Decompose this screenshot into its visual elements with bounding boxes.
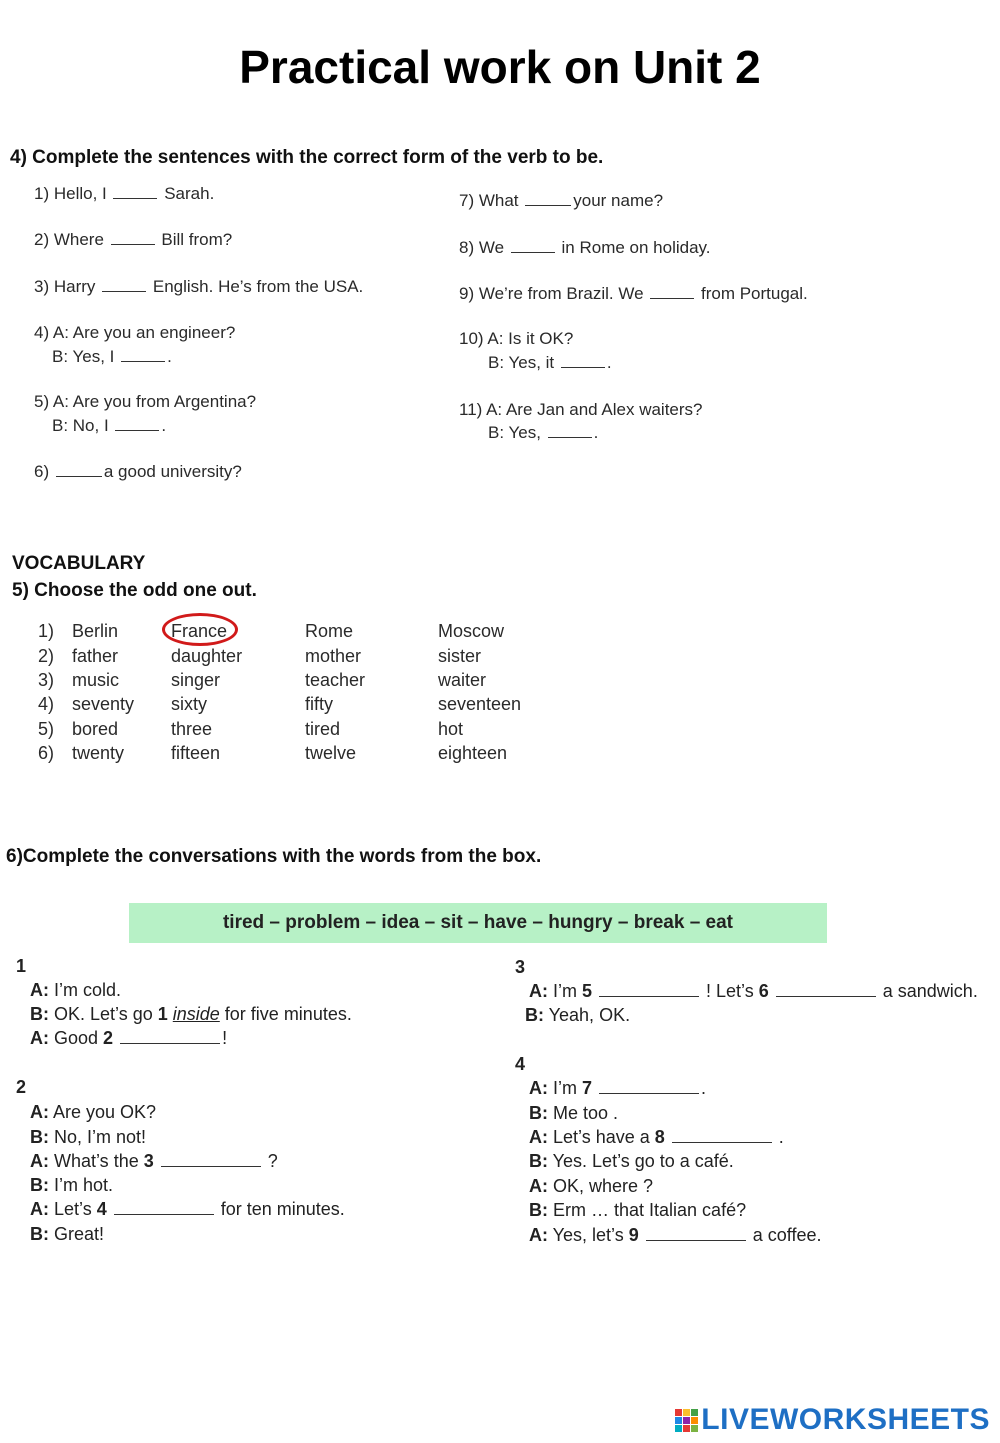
- word-option[interactable]: hot: [438, 719, 464, 739]
- answer-blank[interactable]: [776, 995, 876, 997]
- conv1-line3: A: Good 2 !: [30, 1028, 228, 1048]
- row-number: 3): [38, 670, 55, 690]
- word-option[interactable]: eighteen: [438, 743, 508, 763]
- word-option[interactable]: mother: [305, 646, 362, 666]
- word-option[interactable]: bored: [72, 719, 119, 739]
- conversation-number: 1: [16, 956, 27, 976]
- logo-grid-icon: [675, 1409, 698, 1432]
- answer-blank[interactable]: [115, 429, 159, 431]
- answer-blank[interactable]: [111, 243, 155, 245]
- sentence-5b: B: No, I .: [52, 416, 167, 435]
- sentence-1: 1) Hello, I Sarah.: [34, 184, 215, 203]
- conv2-line6: B: Great!: [30, 1224, 105, 1244]
- row-number: 2): [38, 646, 55, 666]
- word-option[interactable]: teacher: [305, 670, 366, 690]
- sentence-11b: B: Yes, .: [488, 423, 599, 442]
- section-5-heading: 5) Choose the odd one out.: [12, 580, 257, 601]
- word-option[interactable]: Rome: [305, 621, 354, 641]
- answer-blank[interactable]: [161, 1165, 261, 1167]
- conversation-number: 3: [515, 957, 526, 977]
- conv1-line2: B: OK. Let’s go 1 inside for five minutes.: [30, 1004, 352, 1024]
- word-box: tired – problem – idea – sit – have – hungry – break – eat: [129, 903, 827, 943]
- sentence-10b: B: Yes, it .: [488, 353, 612, 372]
- answer-blank[interactable]: [548, 436, 592, 438]
- word-option[interactable]: three: [171, 719, 213, 739]
- conv2-line4: B: I’m hot.: [30, 1175, 114, 1195]
- sentence-6: 6) a good university?: [34, 462, 242, 481]
- section-4-heading: 4) Complete the sentences with the correct form of the verb to be.: [10, 147, 604, 168]
- conv1-line1: A: I’m cold.: [30, 980, 122, 1000]
- conv2-line2: B: No, I’m not!: [30, 1127, 147, 1147]
- conv3-line2: B: Yeah, OK.: [525, 1005, 631, 1025]
- answer-blank[interactable]: [121, 360, 165, 362]
- sentence-11a: 11) A: Are Jan and Alex waiters?: [459, 400, 703, 419]
- conv4-line4: B: Yes. Let’s go to a café.: [529, 1151, 734, 1171]
- word-option[interactable]: twenty: [72, 743, 125, 763]
- word-option[interactable]: sixty: [171, 694, 207, 714]
- word-option[interactable]: father: [72, 646, 119, 666]
- conv4-line2: B: Me too .: [529, 1103, 619, 1123]
- answer-blank[interactable]: [646, 1239, 746, 1241]
- sentence-8: 8) We in Rome on holiday.: [459, 238, 711, 257]
- answer-blank[interactable]: [650, 297, 694, 299]
- word-option[interactable]: twelve: [305, 743, 357, 763]
- row-number: 4): [38, 694, 55, 714]
- conv3-line1: A: I’m 5 ! Let’s 6 a sandwich.: [529, 981, 978, 1001]
- section-6-heading: 6)Complete the conversations with the words from the box.: [6, 846, 542, 867]
- word-option[interactable]: daughter: [171, 646, 243, 666]
- row-number: 6): [38, 743, 55, 763]
- sentence-4b: B: Yes, I .: [52, 347, 172, 366]
- word-option[interactable]: singer: [171, 670, 221, 690]
- vocabulary-label: VOCABULARY: [12, 553, 146, 574]
- word-option[interactable]: seventy: [72, 694, 135, 714]
- conversation-number: 4: [515, 1054, 526, 1074]
- example-answer: inside: [172, 1004, 220, 1024]
- liveworksheets-logo: [675, 1403, 990, 1437]
- word-option[interactable]: sister: [438, 646, 482, 666]
- word-option[interactable]: seventeen: [438, 694, 522, 714]
- conv4-line6: B: Erm … that Italian café?: [529, 1200, 747, 1220]
- answer-blank[interactable]: [102, 290, 146, 292]
- answer-blank[interactable]: [114, 1213, 214, 1215]
- answer-blank[interactable]: [511, 251, 555, 253]
- answer-blank[interactable]: [120, 1042, 220, 1044]
- conv4-line7: A: Yes, let’s 9 a coffee.: [529, 1225, 822, 1245]
- sentence-10a: 10) A: Is it OK?: [459, 329, 574, 348]
- conv4-line5: A: OK, where ?: [529, 1176, 654, 1196]
- answer-blank[interactable]: [525, 204, 571, 206]
- conv2-line3: A: What’s the 3 ?: [30, 1151, 278, 1171]
- word-option[interactable]: fifteen: [171, 743, 221, 763]
- answer-blank[interactable]: [113, 197, 157, 199]
- sentence-9: 9) We’re from Brazil. We from Portugal.: [459, 284, 808, 303]
- word-option[interactable]: music: [72, 670, 120, 690]
- answer-blank[interactable]: [56, 475, 102, 477]
- conv2-line5: A: Let’s 4 for ten minutes.: [30, 1199, 345, 1219]
- row-number: 5): [38, 719, 55, 739]
- word-option[interactable]: waiter: [438, 670, 487, 690]
- word-option[interactable]: fifty: [305, 694, 334, 714]
- sentence-5a: 5) A: Are you from Argentina?: [34, 392, 257, 411]
- sentence-7: 7) What your name?: [459, 191, 664, 210]
- page-title: Practical work on Unit 2: [239, 41, 761, 93]
- row-number: 1): [38, 621, 55, 641]
- answer-blank[interactable]: [599, 995, 699, 997]
- answer-blank[interactable]: [561, 366, 605, 368]
- answer-blank[interactable]: [599, 1092, 699, 1094]
- sentence-4a: 4) A: Are you an engineer?: [34, 323, 236, 342]
- word-option[interactable]: France: [171, 621, 228, 641]
- conversation-number: 2: [16, 1077, 27, 1097]
- conv4-line1: A: I’m 7 .: [529, 1078, 707, 1098]
- word-option[interactable]: Berlin: [72, 621, 119, 641]
- sentence-2: 2) Where Bill from?: [34, 230, 233, 249]
- answer-blank[interactable]: [672, 1141, 772, 1143]
- conv2-line1: A: Are you OK?: [30, 1102, 157, 1122]
- sentence-3: 3) Harry English. He’s from the USA.: [34, 277, 364, 296]
- conv4-line3: A: Let’s have a 8 .: [529, 1127, 784, 1147]
- logo-text: LIVEWORKSHEETS: [701, 1403, 990, 1436]
- word-option[interactable]: Moscow: [438, 621, 505, 641]
- word-option[interactable]: tired: [305, 719, 341, 739]
